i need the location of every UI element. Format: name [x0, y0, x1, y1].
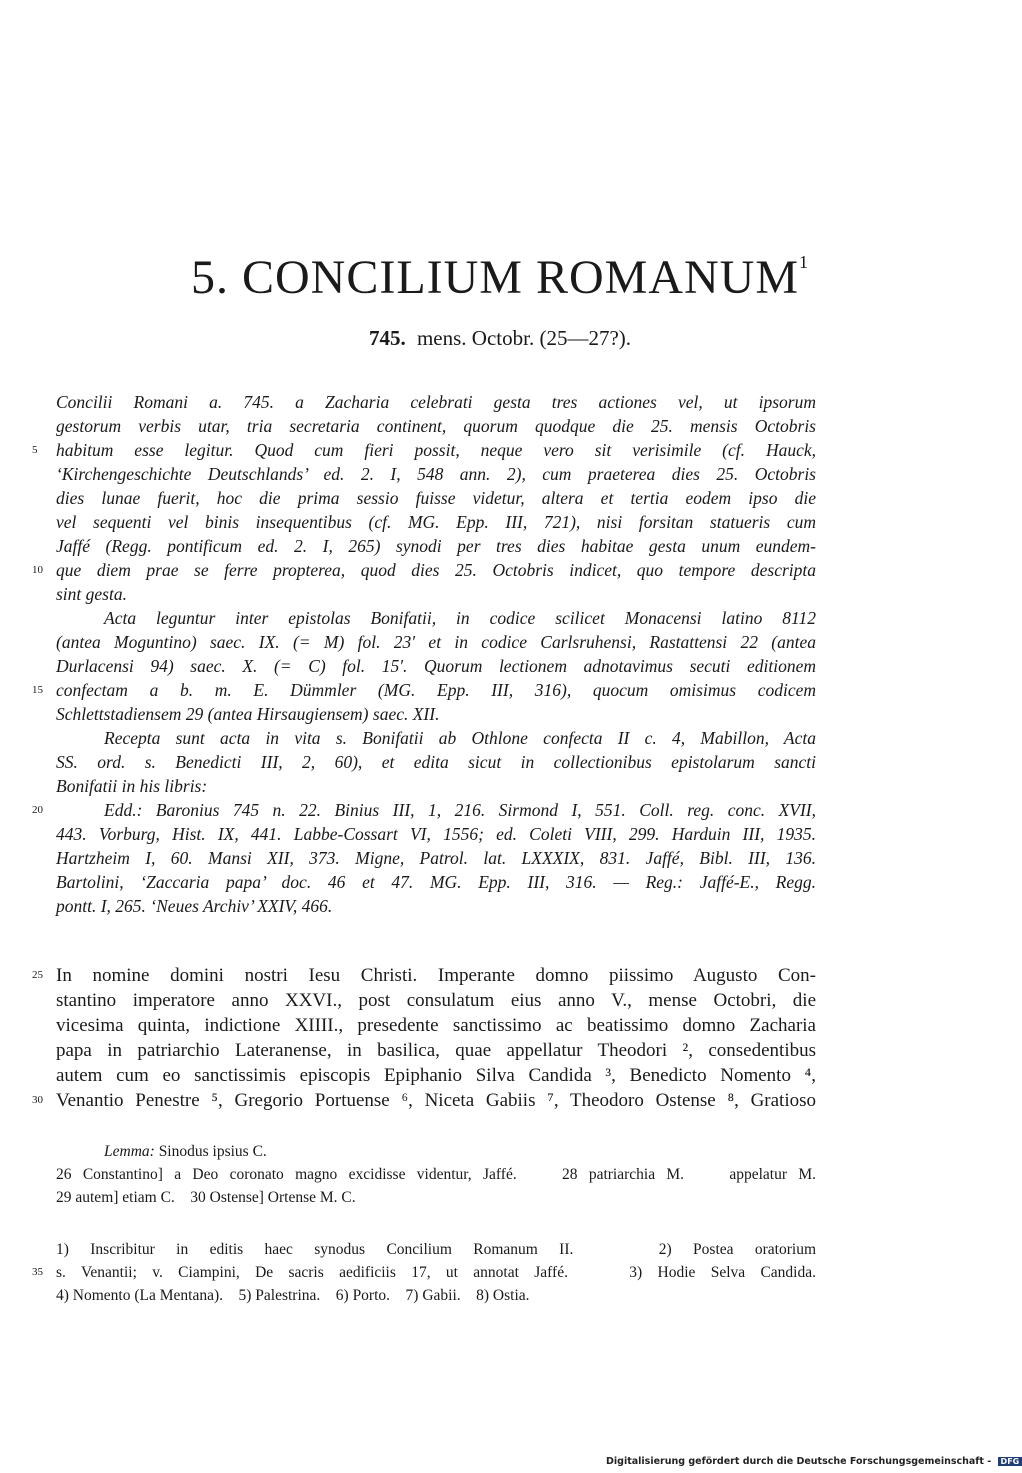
main-text [32, 963, 816, 1113]
line-text: habitum esse legitur. Quod cum fieri possit, neque vero sit verisimile (cf. Hauck, [56, 440, 816, 460]
line-text: confectam a b. m. E. Dümmler (MG. Epp. III, 316), quocum omisimus codicem [56, 680, 816, 700]
line-number: 25 [32, 969, 43, 981]
intro-line [56, 606, 816, 630]
lemma-label: Lemma: [104, 1143, 155, 1160]
intro-line [56, 870, 816, 894]
line-text: sint gesta. [56, 584, 127, 604]
text-line [32, 963, 816, 988]
intro-line [56, 510, 816, 534]
intro-line [56, 822, 816, 846]
lemma-text: Sinodus ipsius C. [158, 1143, 267, 1160]
line-text: Edd.: Baronius 745 n. 22. Binius III, 1, 216. Sirmond I, 551. Coll. reg. conc. XVII, [104, 800, 816, 820]
text-line [56, 988, 816, 1013]
line-text: Recepta sunt acta in vita s. Bonifatii ab Othlone confecta II c. 4, Mabillon, Acta [104, 728, 816, 748]
intro-line [32, 438, 816, 462]
line-number: 10 [32, 564, 43, 576]
intro-line [56, 630, 816, 654]
line-text: 1) Inscribitur in editis haec synodus Concilium Romanum II. 2) Postea oratorium [56, 1241, 816, 1258]
line-text: Bonifatii in his libris: [56, 776, 208, 796]
footer-credit [606, 1456, 1022, 1467]
line-text: Hartzheim I, 60. Mansi XII, 373. Migne, Patrol. lat. LXXXIX, 831. Jaffé, Bibl. III, 136. [56, 848, 816, 868]
line-number: 35 [32, 1266, 43, 1278]
line-text: vel sequenti vel binis insequentibus (cf. MG. Epp. III, 721), nisi forsitan statueris cum [56, 512, 816, 532]
line-text: autem cum eo sanctissimis episcopis Epiphanio Silva Candida ³, Benedicto Nomento ⁴, [56, 1065, 816, 1086]
intro-line [56, 774, 816, 798]
intro-line [32, 798, 816, 822]
title-number: 5. [190, 251, 229, 304]
line-text: ‘Kirchengeschichte Deutschlands’ ed. 2. I, 548 ann. 2), cum praeterea dies 25. Octobris [56, 464, 816, 484]
footnote-line [32, 1261, 816, 1284]
intro-line [32, 558, 816, 582]
intro-line [56, 414, 816, 438]
intro-line [56, 582, 816, 606]
intro-line [56, 654, 816, 678]
date-line [0, 326, 1000, 351]
footnotes [32, 1238, 816, 1307]
year: 745. [368, 326, 406, 350]
line-text: stantino imperatore anno XXVI., post consulatum eius anno V., mense Octobri, die [56, 990, 816, 1011]
page-title [0, 250, 1000, 305]
line-text: 4) Nomento (La Mentana). 5) Palestrina. 6) Porto. 7) Gabii. 8) Ostia. [56, 1287, 530, 1304]
line-number: 15 [32, 684, 43, 696]
line-text: Acta leguntur inter epistolas Bonifatii, in codice scilicet Monacensi latino 8112 [104, 608, 816, 628]
line-number: 30 [32, 1094, 43, 1106]
footer-text: Digitalisierung gefördert durch die Deutsche Forschungsgemeinschaft - [606, 1456, 992, 1467]
apparatus-line: 26 Constantino] a Deo coronato magno excidisse videntur, Jaffé. 28 patriarchia M. appelatur M. [56, 1166, 816, 1183]
line-text: dies lunae fuerit, hoc die prima sessio fuisse videtur, altera et tertia eodem ipso die [56, 488, 816, 508]
footnote-line [56, 1238, 816, 1261]
line-text: (antea Moguntino) saec. IX. (= M) fol. 23′ et in codice Carlsruhensi, Rastattensi 22 (antea [56, 632, 816, 652]
intro-line [56, 534, 816, 558]
intro-line [32, 678, 816, 702]
line-text: In nomine domini nostri Iesu Christi. Imperante domno piissimo Augusto Con- [56, 965, 816, 986]
line-text: papa in patriarchio Lateranense, in basilica, quae appellatur Theodori ², consedentibus [56, 1040, 816, 1061]
line-number: 5 [32, 444, 38, 456]
intro-line [56, 846, 816, 870]
date-text: mens. Octobr. (25—27?). [416, 326, 632, 350]
intro-line [56, 486, 816, 510]
line-text: 443. Vorburg, Hist. IX, 441. Labbe-Cossart VI, 1556; ed. Coleti VIII, 299. Harduin III, 1935. [56, 824, 816, 844]
line-text: Concilii Romani a. 745. a Zacharia celebrati gesta tres actiones vel, ut ipsorum [56, 392, 816, 412]
lemma-line [56, 1140, 816, 1163]
text-line [56, 1013, 816, 1038]
line-text: pontt. I, 265. ‘Neues Archiv’ XXIV, 466. [56, 896, 333, 916]
footnote-line [56, 1284, 816, 1307]
line-text: s. Venantii; v. Ciampini, De sacris aedificiis 17, ut annotat Jaffé. 3) Hodie Selva Candida. [56, 1264, 816, 1281]
line-text: Venantio Penestre ⁵, Gregorio Portuense ⁶, Niceta Gabiis ⁷, Theodoro Ostense ⁸, Gratioso [56, 1090, 816, 1111]
critical-apparatus [56, 1140, 816, 1209]
line-text: Jaffé (Regg. pontificum ed. 2. I, 265) synodi per tres dies habitae gesta unum eundem- [56, 536, 816, 556]
text-line [32, 1088, 816, 1113]
dfg-logo: DFG [998, 1457, 1022, 1466]
line-text: Durlacensi 94) saec. X. (= C) fol. 15′. Quorum lectionem adnotavimus secuti editionem [56, 656, 816, 676]
line-text: vicesima quinta, indictione XIIII., presedente sanctissimo ac beatissimo domno Zacharia [56, 1015, 816, 1036]
intro-line [56, 390, 816, 414]
intro-line [56, 726, 816, 750]
title-text: CONCILIUM ROMANUM [241, 251, 800, 304]
line-text: SS. ord. s. Benedicti III, 2, 60), et edita sicut in collectionibus epistolarum sancti [56, 752, 816, 772]
line-text: que diem prae se ferre propterea, quod dies 25. Octobris indicet, quo tempore descripta [56, 560, 816, 580]
text-line [56, 1038, 816, 1063]
text-line [56, 1063, 816, 1088]
intro-line [56, 894, 816, 918]
line-text: gestorum verbis utar, tria secretaria continent, quorum quodque die 25. mensis Octobris [56, 416, 816, 436]
line-number: 20 [32, 804, 43, 816]
intro-line [56, 702, 816, 726]
title-note-mark: 1 [799, 252, 810, 272]
intro-line [56, 750, 816, 774]
editorial-introduction [32, 390, 816, 918]
intro-line [56, 462, 816, 486]
line-text: Bartolini, ‘Zaccaria papa’ doc. 46 et 47. MG. Epp. III, 316. — Reg.: Jaffé-E., Regg. [56, 872, 816, 892]
apparatus-line: 29 autem] etiam C. 30 Ostense] Ortense M. C. [56, 1189, 356, 1206]
line-text: Schlettstadiensem 29 (antea Hirsaugiensem) saec. XII. [56, 704, 440, 724]
